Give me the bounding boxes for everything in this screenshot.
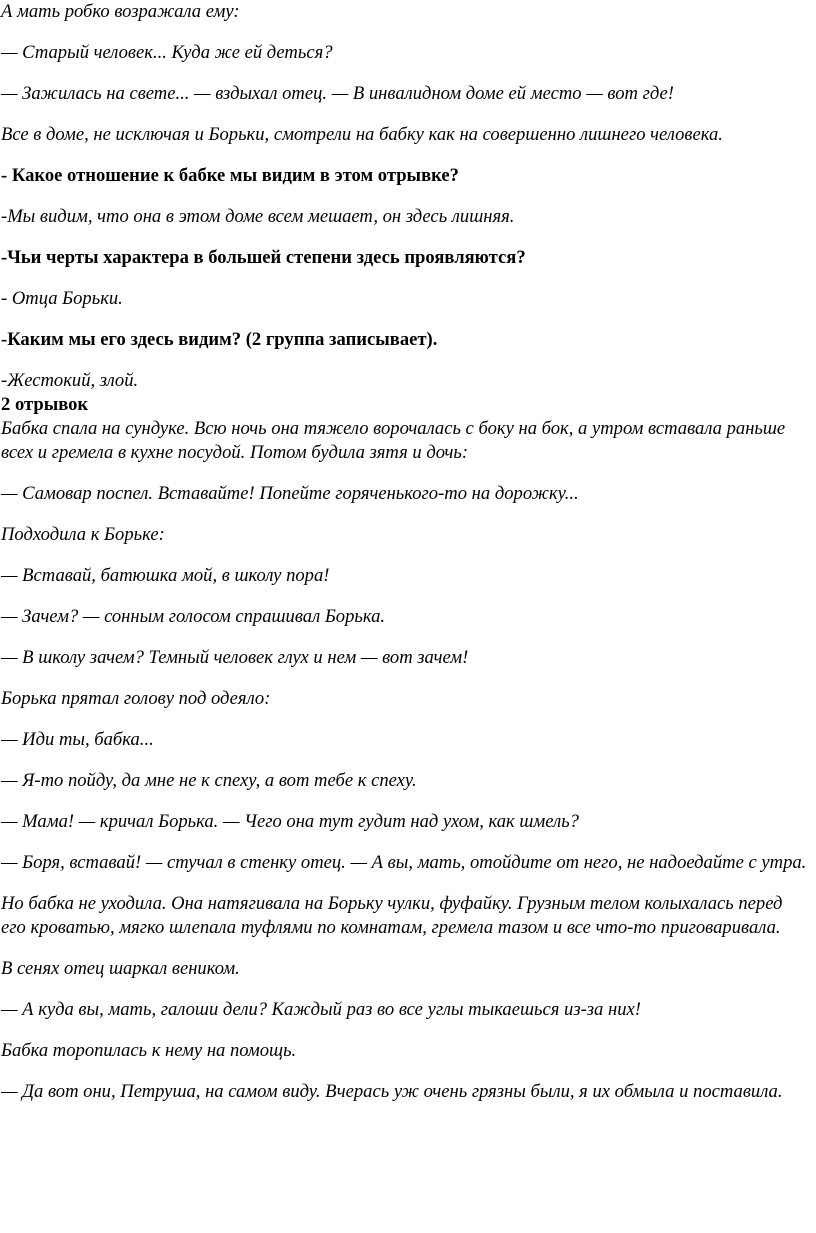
paragraph: — Старый человек... Куда же ей деться? — [1, 42, 333, 63]
paragraph: — В школу зачем? Темный человек глух и нем — вот зачем! — [1, 647, 469, 668]
paragraph: Бабка торопилась к нему на помощь. — [1, 1040, 297, 1061]
paragraph: Все в доме, не исключая и Борьки, смотрели на бабку как на совершенно лишнего человека. — [1, 124, 723, 145]
paragraph: В сенях отец шаркал веником. — [1, 958, 240, 979]
paragraph: — А куда вы, мать, галоши дели? Каждый раз во все углы тыкаешься из-за них! — [1, 999, 641, 1020]
paragraph: — Зажилась на свете... — вздыхал отец. — В инвалидном доме ей место — вот где! — [1, 83, 674, 104]
paragraph: — Боря, вставай! — стучал в стенку отец. — А вы, мать, отойдите от него, не надоедайте с утра. — [1, 852, 807, 873]
paragraph: Но бабка не уходила. Она натягивала на Борьку чулки, фуфайку. Грузным телом колыхалась перед его кроватью, мягко шлепала туфлями по комнатам, гремела тазом и все что-то приговаривала. — [1, 893, 783, 938]
question: -Каким мы его здесь видим? (2 группа записывает). — [1, 329, 438, 350]
paragraph: — Я-то пойду, да мне не к спеху, а вот тебе к спеху. — [1, 770, 417, 791]
paragraph: — Вставай, батюшка мой, в школу пора! — [1, 565, 330, 586]
paragraph: — Мама! — кричал Борька. — Чего она тут гудит над ухом, как шмель? — [1, 811, 579, 832]
paragraph: Бабка спала на сундуке. Всю ночь она тяжело ворочалась с боку на бок, а утром вставала раньше всех и гремела в кухне посудой. Потом будила зятя и дочь: — [1, 418, 786, 463]
question: - Какое отношение к бабке мы видим в этом отрывке? — [1, 165, 459, 186]
answer: - Отца Борьки. — [1, 288, 123, 309]
paragraph: — Самовар поспел. Вставайте! Попейте горяченького-то на дорожку... — [1, 483, 579, 504]
answer: -Жестокий, злой. — [1, 370, 139, 391]
paragraph: Подходила к Борьке: — [1, 524, 165, 545]
paragraph: — Да вот они, Петруша, на самом виду. Вчерась уж очень грязны были, я их обмыла и поставила. — [1, 1081, 783, 1102]
paragraph: — Иди ты, бабка... — [1, 729, 154, 750]
question: -Чьи черты характера в большей степени здесь проявляются? — [1, 247, 526, 268]
section-heading: 2 отрывок — [1, 394, 89, 415]
paragraph: — Зачем? — сонным голосом спрашивал Борька. — [1, 606, 386, 627]
paragraph: Борька прятал голову под одеяло: — [1, 688, 271, 709]
paragraph: А мать робко возражала ему: — [1, 1, 240, 22]
answer: -Мы видим, что она в этом доме всем мешает, он здесь лишняя. — [1, 206, 515, 227]
